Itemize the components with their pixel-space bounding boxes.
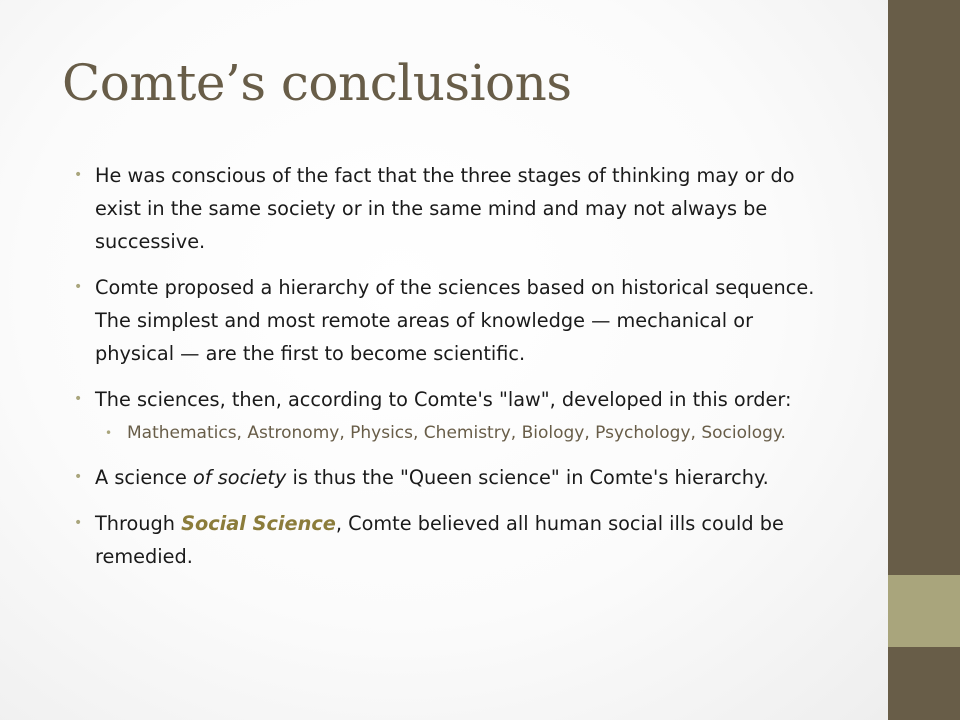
emphasis-text: of society [193, 466, 287, 489]
bullet-text-start: A science [95, 466, 193, 489]
sub-bullet-item [95, 418, 836, 448]
bullet-text: The sciences, then, according to Comte's "law", developed in this order: [95, 388, 792, 411]
bullet-text: Comte proposed a hierarchy of the sciences based on historical sequence. The simplest and most remote areas of knowledge — mechanical or physical — are the first to become scientific. [95, 276, 815, 365]
bullet-item [74, 271, 836, 370]
bullet-item [74, 383, 836, 448]
bullet-text-end: is thus the "Queen science" in Comte's hierarchy. [286, 466, 769, 489]
sub-bullet-text: Mathematics, Astronomy, Physics, Chemistry, Biology, Psychology, Sociology. [127, 423, 786, 443]
sidebar-decoration-middle [888, 575, 960, 647]
bullet-item [74, 507, 836, 573]
slide-title: Comte’s conclusions [62, 54, 572, 112]
bullet-text-start: Through [95, 512, 182, 535]
bullet-text: He was conscious of the fact that the three stages of thinking may or do exist in the same society or in the same mind and may not always be successive. [95, 164, 795, 253]
sub-bullet-list [95, 418, 836, 448]
sidebar-decoration-bottom [888, 647, 960, 720]
emphasis-text: Social Science [181, 512, 336, 535]
bullet-list [74, 159, 836, 586]
bullet-item [74, 159, 836, 258]
sidebar-decoration-top [888, 0, 960, 575]
bullet-item [74, 461, 836, 494]
bullet-text-end: , Comte believed all human social ills could be remedied. [95, 512, 784, 568]
